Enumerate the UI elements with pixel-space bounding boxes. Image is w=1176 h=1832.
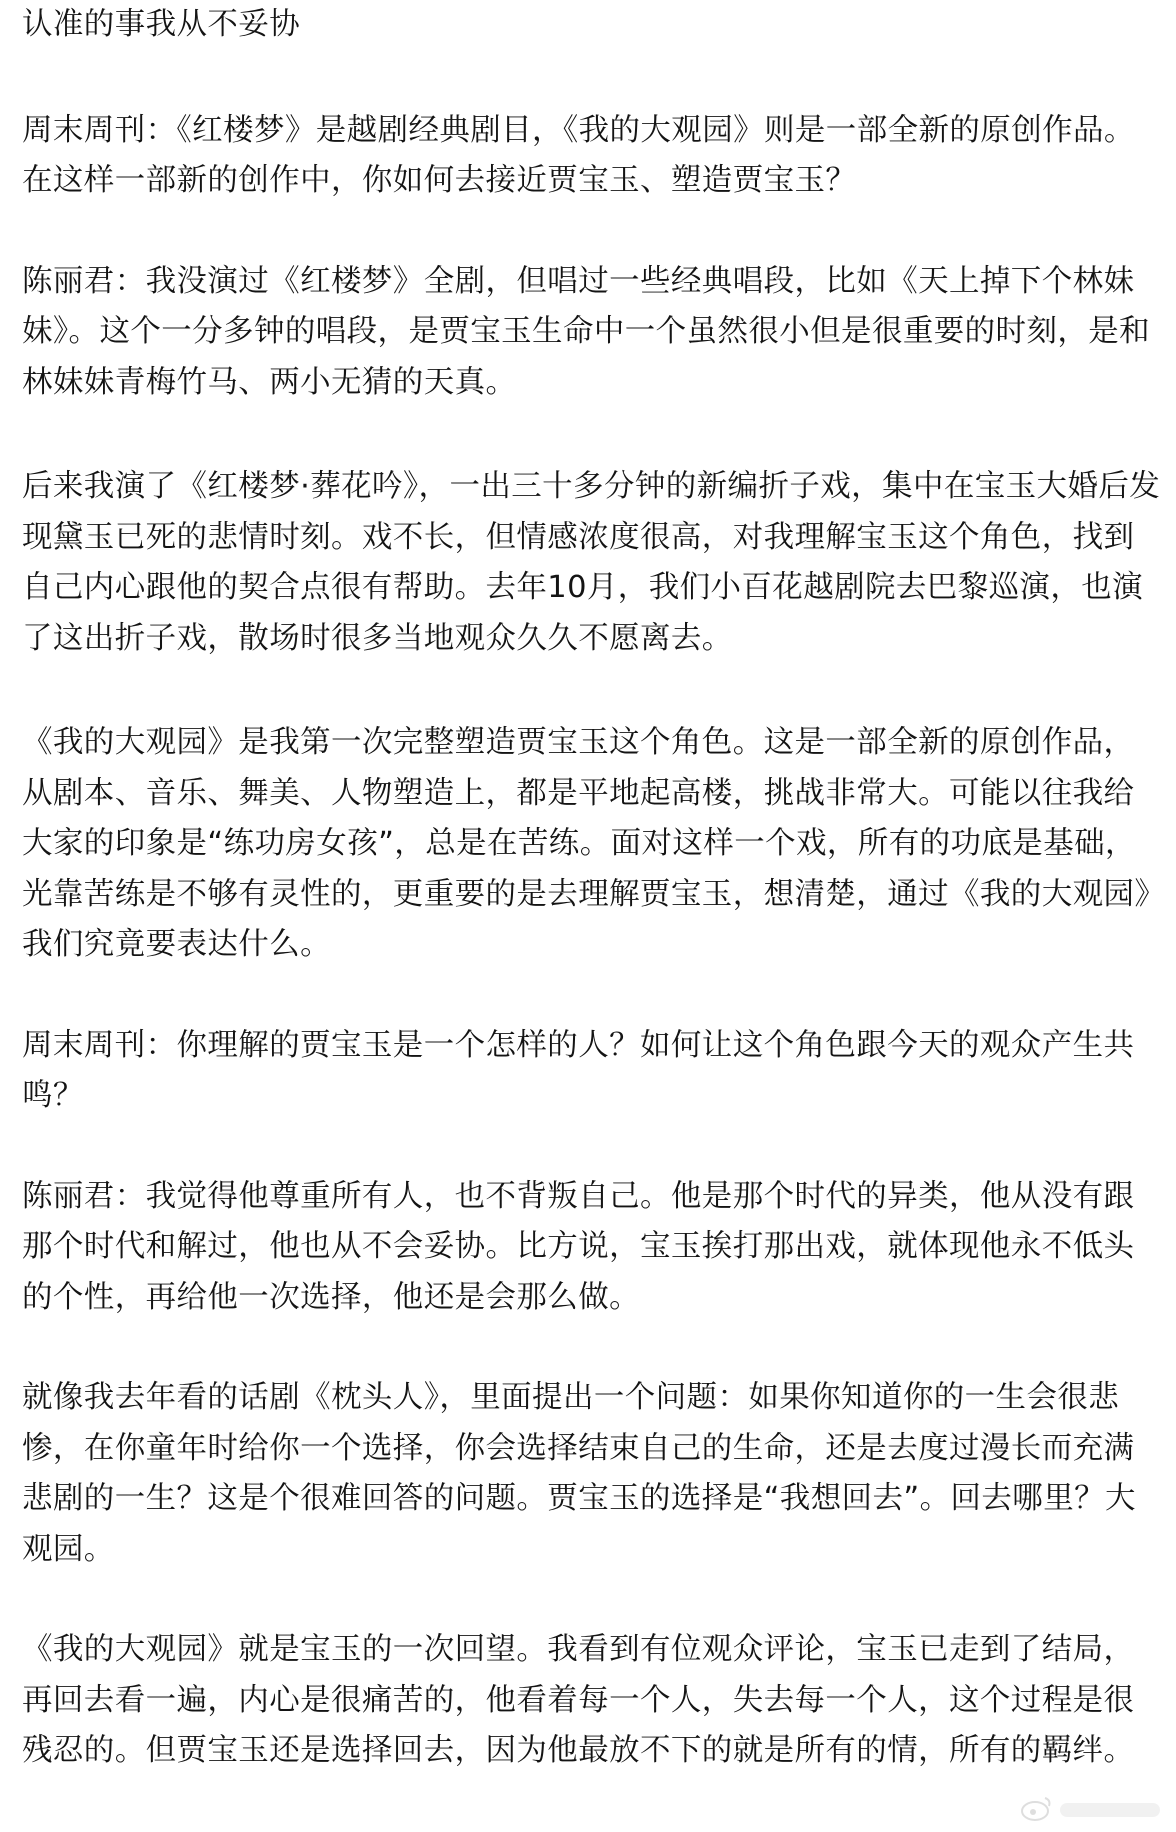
paragraph-6: 陈丽君：我觉得他尊重所有人，也不背叛自己。他是那个时代的异类，他从没有跟那个时代和解过，他也从不会妥协。比方说，宝玉挨打那出戏，就体现他永不低头的个性，再给他一次选择，他还是会那么做。: [22, 1178, 1135, 1315]
article: [22, 0, 1162, 1777]
watermark-icon: [1018, 1792, 1168, 1826]
paragraph-1: 周末周刊：《红楼梦》是越剧经典剧目，《我的大观园》则是一部全新的原创作品。在这样一部新的创作中，你如何去接近贾宝玉、塑造贾宝玉？: [22, 112, 1135, 198]
paragraph-4: 《我的大观园》是我第一次完整塑造贾宝玉这个角色。这是一部全新的原创作品，从剧本、音乐、舞美、人物塑造上，都是平地起高楼，挑战非常大。可能以往我给大家的印象是“练功房女孩”，总是在苦练。面对这样一个戏，所有的功底是基础，光靠苦练是不够有灵性的，更重要的是去理解贾宝玉，想清楚，通过《我的大观园》我们究竟要表达什么。: [22, 725, 1151, 962]
paragraph-8: 《我的大观园》就是宝玉的一次回望。我看到有位观众评论，宝玉已走到了结局，再回去看一遍，内心是很痛苦的，他看着每一个人，失去每一个人，这个过程是很残忍的。但贾宝玉还是选择回去，因为他最放不下的就是所有的情，所有的羁绊。: [22, 1632, 1135, 1768]
article-title: 认准的事我从不妥协: [22, 7, 301, 42]
paragraph-2: 陈丽君：我没演过《红楼梦》全剧，但唱过一些经典唱段，比如《天上掉下个林妹妹》。这个一分多钟的唱段，是贾宝玉生命中一个虽然很小但是很重要的时刻，是和林妹妹青梅竹马、两小无猜的天真。: [22, 263, 1151, 400]
paragraph-5: 周末周刊：你理解的贾宝玉是一个怎样的人？如何让这个角色跟今天的观众产生共鸣？: [22, 1027, 1135, 1113]
paragraph-7: 就像我去年看的话剧《枕头人》，里面提出一个问题：如果你知道你的一生会很悲惨，在你童年时给你一个选择，你会选择结束自己的生命，还是去度过漫长而充满悲剧的一生？这是个很难回答的问题。贾宝玉的选择是“我想回去”。回去哪里？大观园。: [22, 1380, 1136, 1567]
paragraph-3: 后来我演了《红楼梦·葬花吟》，一出三十多分钟的新编折子戏，集中在宝玉大婚后发现黛玉已死的悲情时刻。戏不长，但情感浓度很高，对我理解宝玉这个角色，找到自己内心跟他的契合点很有帮助。去年10月，我们小百花越剧院去巴黎巡演，也演了这出折子戏，散场时很多当地观众久久不愿离去。: [22, 469, 1161, 656]
